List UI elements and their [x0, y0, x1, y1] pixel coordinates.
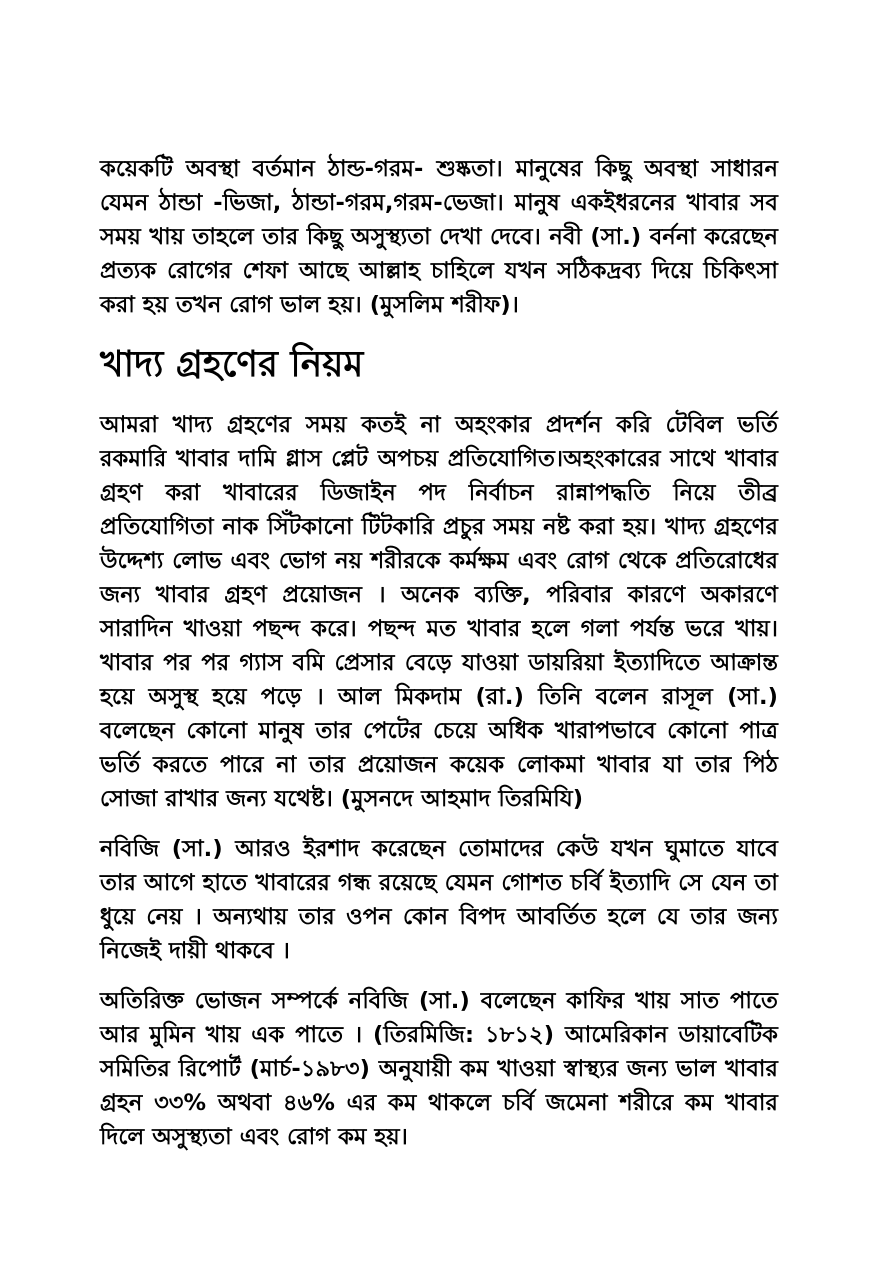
section-heading: খাদ্য গ্রহণের নিয়ম	[100, 344, 364, 385]
document-page	[100, 152, 778, 1154]
body-paragraph-1: কয়েকটি অবস্থা বর্তমান ঠান্ড-গরম- শুষ্কতা। মানুষের কিছু অবস্থা সাধারন যেমন ঠান্ডা -ভিজা, ঠান্ডা-গরম,গরম-ভেজা। মানুষ একইধরনের খাবার সব সময় খায় তাহলে তার কিছু অসুস্থ্যতা দেখা দেবে। নবী (সা.) বর্ননা করেছেন প্রত্যক রোগের শেফা আছে আল্লাহ চাহিলে যখন সঠিকদ্রব্য দিয়ে চিকিৎসা করা হয় তখন রোগ ভাল হয়। (মুসলিম শরীফ)।	[100, 156, 778, 318]
body-paragraph-4: অতিরিক্ত ভোজন সম্পর্কে নবিজি (সা.) বলেছেন কাফির খায় সাত পাতে আর মুমিন খায় এক পাতে । (তিরমিজি: ১৮১২) আমেরিকান ডায়াবেটিক সমিতির রিপোর্ট (মার্চ-১৯৮৩) অনুযায়ী কম খাওয়া স্বাস্থ্যর জন্য ভাল খাবার গ্রহন ৩৩% অথবা ৪৬% এর কম থাকলে চর্বি জমেনা শরীরে কম খাবার দিলে অসুস্থ্যতা এবং রোগ কম হয়।	[100, 988, 778, 1150]
body-paragraph-2: আমরা খাদ্য গ্রহণের সময় কতই না অহংকার প্রদর্শন করি টেবিল ভর্তি রকমারি খাবার দামি গ্লাস প্লেট অপচয় প্রতিযোগিত।অহংকারের সাথে খাবার গ্রহণ করা খাবারের ডিজাইন পদ নির্বাচন রান্নাপদ্ধতি নিয়ে তীব্র প্রতিযোগিতা নাক সিঁটকানো টিটকারি প্রচুর সময় নষ্ট করা হয়। খাদ্য গ্রহণের উদ্দেশ্য লোভ এবং ভোগ নয় শরীরকে কর্মক্ষম এবং রোগ থেকে প্রতিরোধের জন্য খাবার গ্রহণ প্রয়োজন । অনেক ব্যক্তি, পরিবার কারণে অকারণে সারাদিন খাওয়া পছন্দ করে। পছন্দ মত খাবার হলে গলা পর্যন্ত ভরে খায়। খাবার পর পর গ্যাস বমি প্রেসার বেড়ে যাওয়া ডায়রিয়া ইত্যাদিতে আক্রান্ত হয়ে অসুস্থ হয়ে পড়ে । আল মিকদাম (রা.) তিনি বলেন রাসূল (সা.) বলেছেন কোনো মানুষ তার পেটের চেয়ে অধিক খারাপভাবে কোনো পাত্র ভর্তি করতে পারে না তার প্রয়োজন কয়েক লোকমা খাবার যা তার পিঠ সোজা রাখার জন্য যথেষ্ট। (মুসনদে আহমাদ তিরমিযি)	[100, 412, 778, 812]
body-paragraph-3: নবিজি (সা.) আরও ইরশাদ করেছেন তোমাদের কেউ যখন ঘুমাতে যাবে তার আগে হাতে খাবারের গন্ধ রয়েছে যেমন গোশত চর্বি ইত্যাদি সে যেন তা ধুয়ে নেয় । অন্যথায় তার ওপন কোন বিপদ আবর্তিত হলে যে তার জন্য নিজেই দায়ী থাকবে ।	[100, 836, 778, 964]
